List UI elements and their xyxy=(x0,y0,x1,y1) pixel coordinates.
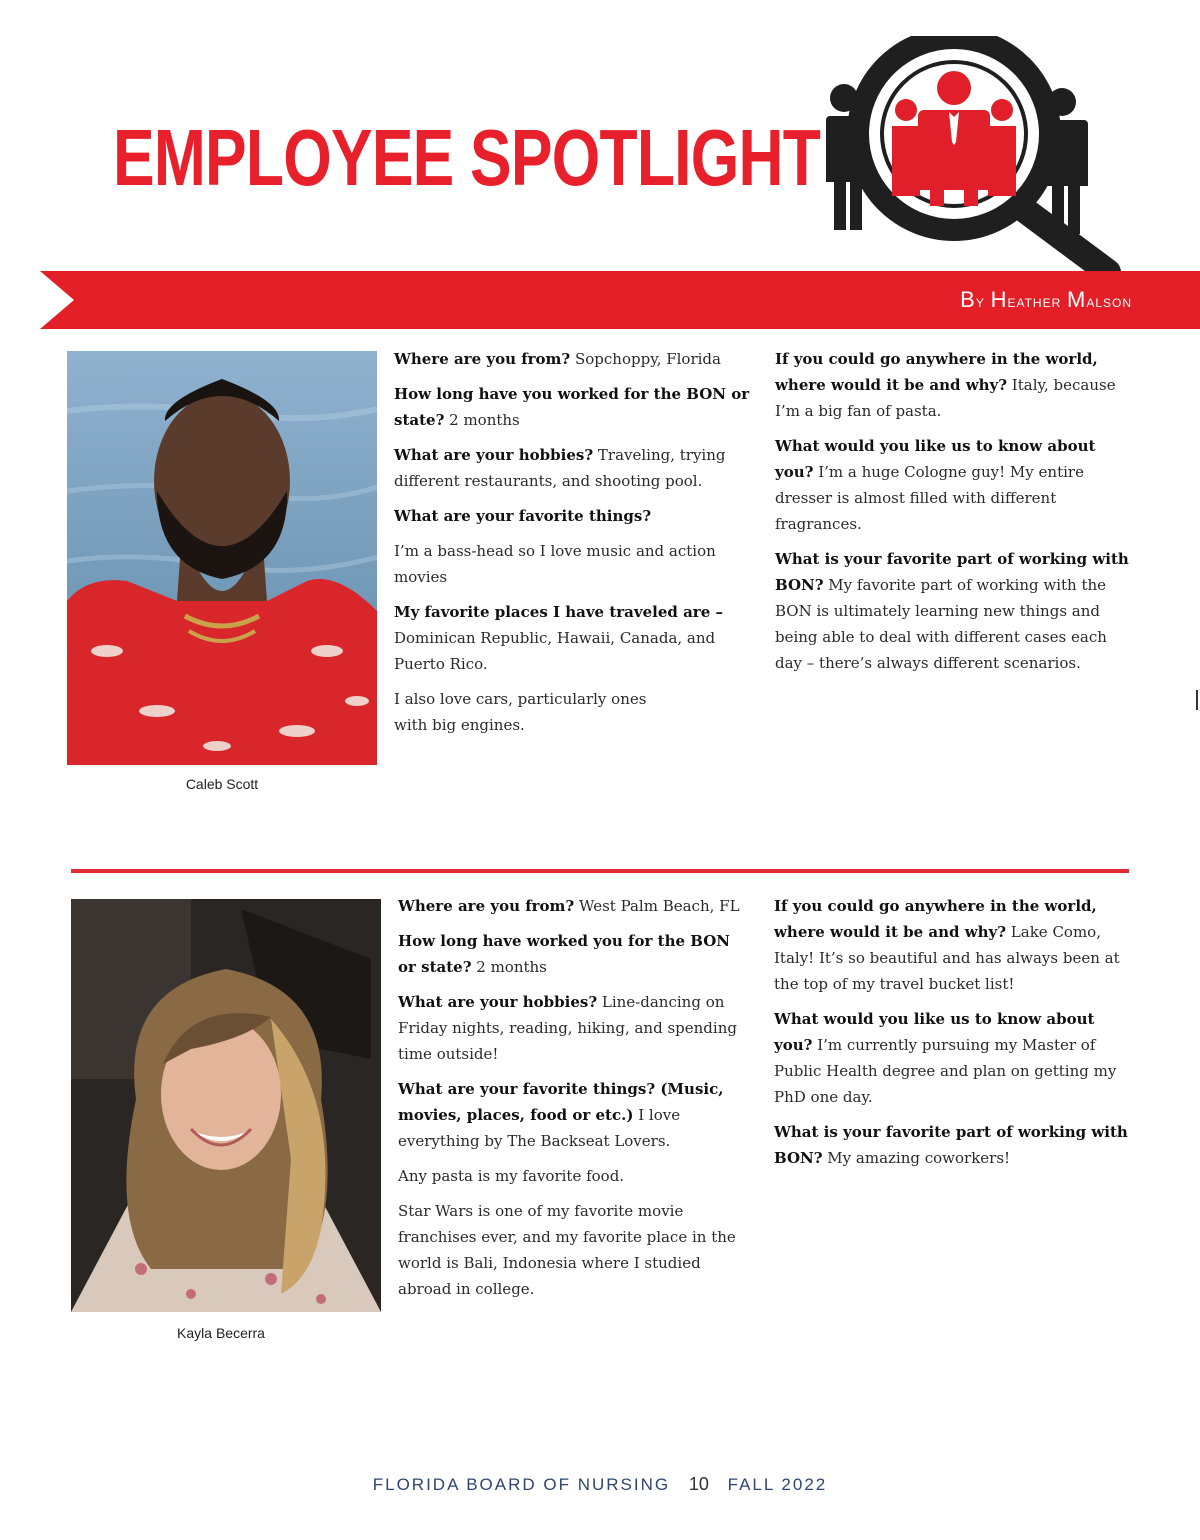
qa-item: What are your favorite things? (Music, movies, places, food or etc.) I love everything by The Backseat Lovers. xyxy=(398,1080,724,1150)
page-footer xyxy=(0,1474,1200,1495)
qa-item: What is your favorite part of working with BON? My amazing coworkers! xyxy=(774,1123,1128,1167)
qa-column-right xyxy=(774,893,1132,1180)
qa-item: What are your favorite things? xyxy=(394,507,652,525)
qa-item: Star Wars is one of my favorite movie franchises ever, and my favorite place in the world is Bali, Indonesia where I studied abroad in college. xyxy=(398,1202,736,1298)
qa-item: What is your favorite part of working with BON? My favorite part of working with the BON is ultimately learning new things and being able to deal with different cases each day – there’s always different scenarios. xyxy=(775,550,1129,672)
section-divider xyxy=(71,869,1129,873)
publication-name: FLORIDA BOARD OF NURSING xyxy=(372,1475,671,1494)
qa-item: I’m a bass-head so I love music and action movies xyxy=(394,542,716,586)
byline-banner xyxy=(40,271,1200,329)
qa-item: What would you like us to know about you? I’m a huge Cologne guy! My entire dresser is almost filled with different fragrances. xyxy=(775,437,1096,533)
qa-column-right xyxy=(775,346,1133,685)
magnifier-people-icon xyxy=(808,36,1128,282)
edge-mark xyxy=(1196,690,1198,710)
qa-item: I also love cars, particularly ones with big engines. xyxy=(394,690,647,734)
photo-caption: Caleb Scott xyxy=(185,776,259,792)
issue-label: FALL 2022 xyxy=(727,1475,828,1494)
qa-column-left xyxy=(394,346,752,747)
qa-item: If you could go anywhere in the world, where would it be and why? Italy, because I’m a big fan of pasta. xyxy=(775,350,1116,420)
qa-item: Where are you from? West Palm Beach, FL xyxy=(398,897,740,915)
qa-item: If you could go anywhere in the world, where would it be and why? Lake Como, Italy! It’s so beautiful and has always been at the top of my travel bucket list! xyxy=(774,897,1120,993)
qa-item: How long have worked you for the BON or state? 2 months xyxy=(398,932,730,976)
qa-item: What would you like us to know about you? I’m currently pursuing my Master of Public Health degree and plan on getting my PhD one day. xyxy=(774,1010,1117,1106)
photo-caption: Kayla Becerra xyxy=(177,1325,265,1341)
qa-item: What are your hobbies? Traveling, trying different restaurants, and shooting pool. xyxy=(394,446,726,490)
qa-item: What are your hobbies? Line-dancing on Friday nights, reading, hiking, and spending time outside! xyxy=(398,993,737,1063)
author-byline: By Heather Malson xyxy=(960,287,1132,312)
qa-item: My favorite places I have traveled are – Dominican Republic, Hawaii, Canada, and Puerto Rico. xyxy=(394,603,723,673)
page-title: EMPLOYEE SPOTLIGHT xyxy=(113,113,821,202)
employee-photo xyxy=(67,351,377,765)
page-number: 10 xyxy=(688,1474,709,1494)
qa-column-left xyxy=(398,893,748,1311)
qa-item: Where are you from? Sopchoppy, Florida xyxy=(394,350,721,368)
qa-item: How long have you worked for the BON or state? 2 months xyxy=(394,385,750,429)
employee-photo xyxy=(71,899,381,1312)
qa-item: Any pasta is my favorite food. xyxy=(398,1167,625,1185)
